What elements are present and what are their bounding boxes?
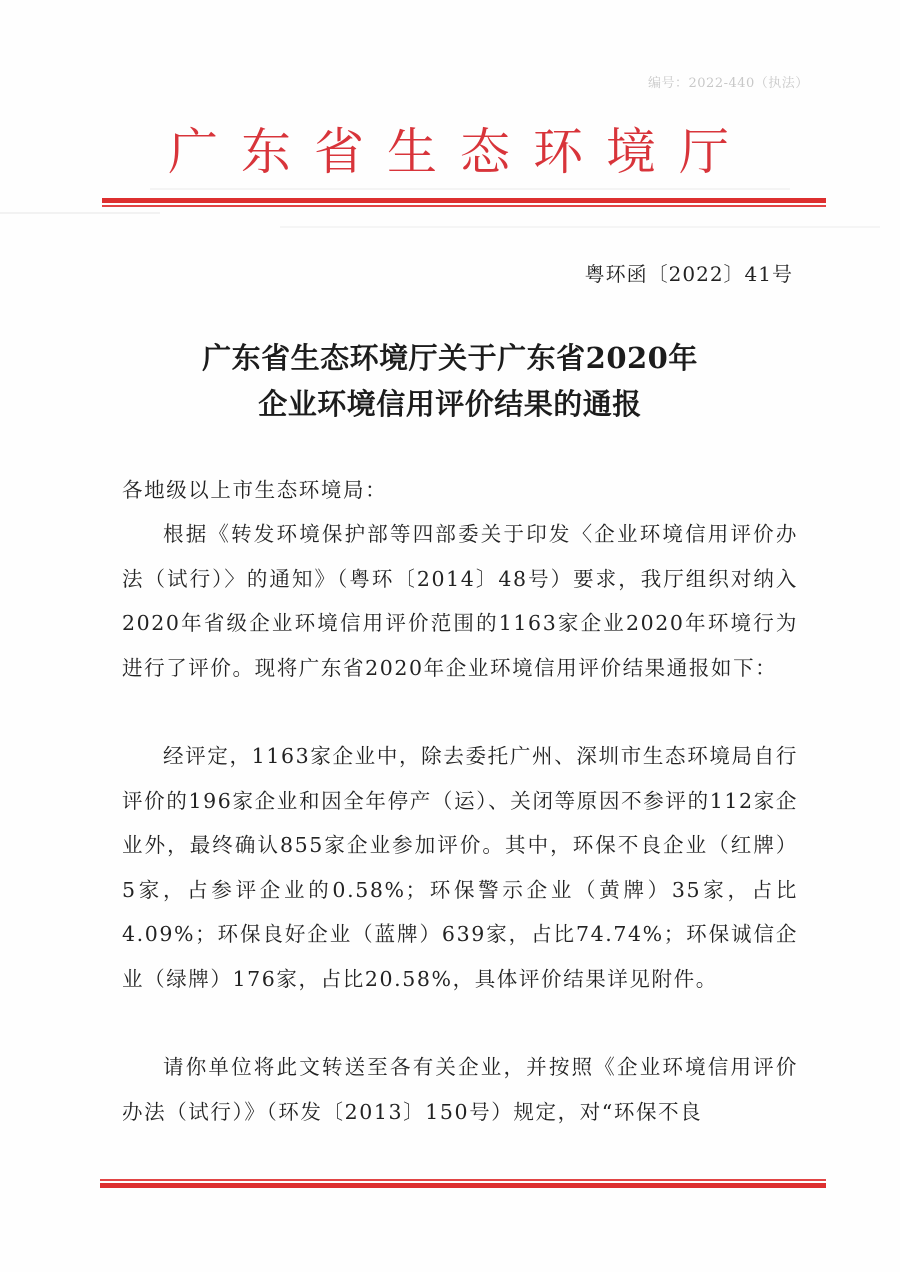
footer-red-rule <box>100 1183 826 1188</box>
document-title-line-2: 企业环境信用评价结果的通报 <box>258 387 642 421</box>
scan-artifact <box>150 188 790 190</box>
header-red-rule <box>102 198 826 203</box>
body-paragraph-2: 经评定，1163家企业中，除去委托广州、深圳市生态环境局自行评价的196家企业和因全年停产（运）、关闭等原因不参评的112家企业外，最终确认855家企业参加评价。其中，环保不良企业（红牌）5家，占参评企业的0.58%；环保警示企业（黄牌）35家，占比4.09%；环保良好企业（蓝牌）639家，占比74.74%；环保诚信企业（绿牌）176家，占比20.58%，具体评价结果详见附件。 <box>122 744 798 991</box>
scan-artifact <box>0 212 160 214</box>
scan-artifact <box>280 226 880 228</box>
issuer-masthead: 广东省生态环境厅 <box>168 123 752 181</box>
serial-stamp: 编号：2022-440（执法） <box>648 76 809 91</box>
body-paragraph-1: 根据《转发环境保护部等四部委关于印发〈企业环境信用评价办法（试行）〉的通知》（粤环〔2014〕48号）要求，我厅组织对纳入2020年省级企业环境信用评价范围的1163家企业2020年环境行为进行了评价。现将广东省2020年企业环境信用评价结果通报如下： <box>122 522 798 680</box>
salutation: 各地级以上市生态环境局： <box>122 478 388 502</box>
footer-red-rule-thin <box>100 1179 826 1181</box>
header-red-rule-thin <box>102 205 826 207</box>
document-number: 粤环函〔2022〕41号 <box>584 262 793 286</box>
body-paragraph-3: 请你单位将此文转送至各有关企业，并按照《企业环境信用评价办法（试行）》（环发〔2013〕150号）规定，对“环保不良 <box>122 1055 798 1124</box>
document-title-line-1: 广东省生态环境厅关于广东省2020年 <box>202 341 698 375</box>
